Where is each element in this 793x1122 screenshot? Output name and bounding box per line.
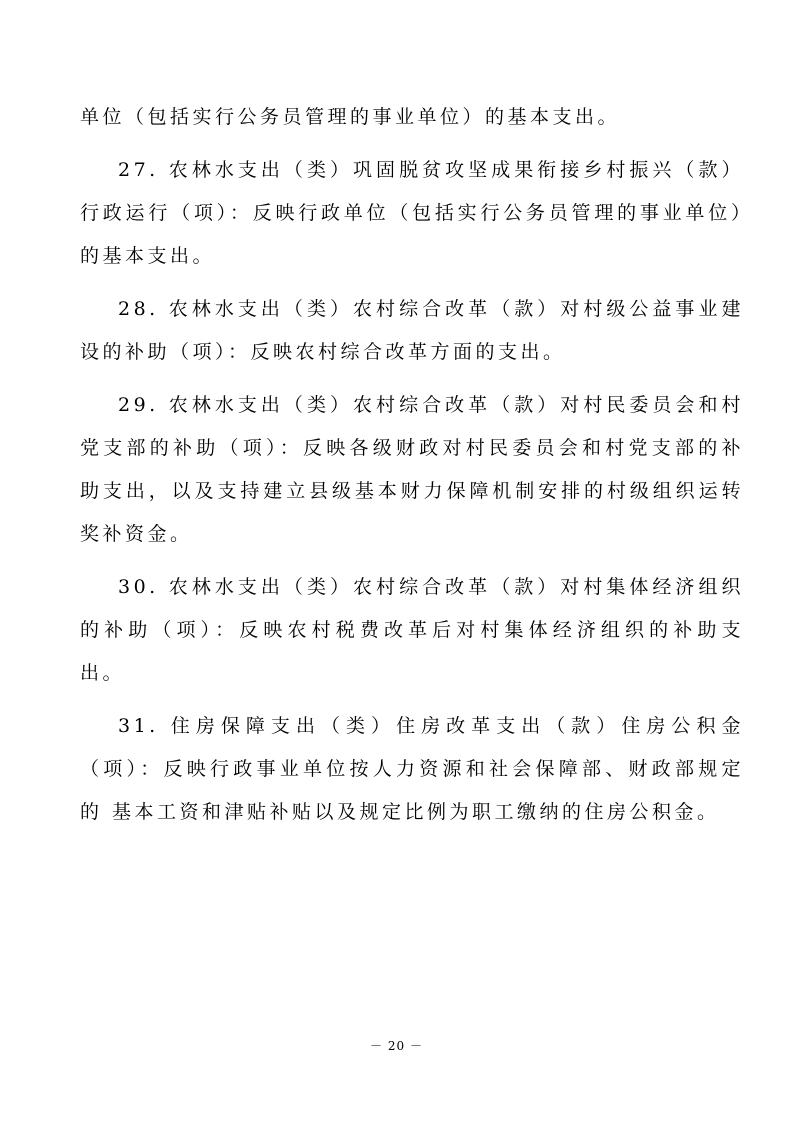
paragraph-item-28: 28. 农林水支出（类）农村综合改革（款）对村级公益事业建设的补助（项）：反映农村综合改革方面的支出。 (80, 298, 744, 363)
paragraph-item-31: 31. 住房保障支出（类）住房改革支出（款）住房公积金（项）：反映行政事业单位按人力资源和社会保障部、财政部规定的 基本工资和津贴补贴以及规定比例为职工缴纳的住房公积金。 (80, 715, 744, 823)
paragraph-item-30: 30. 农林水支出（类）农村综合改革（款）对村集体经济组织的补助（项）：反映农村税费改革后对村集体经济组织的补助支出。 (80, 576, 744, 684)
document-body (80, 96, 744, 844)
paragraph-continuation: 单位（包括实行公务员管理的事业单位）的基本支出。 (80, 106, 621, 128)
paragraph-item-27: 27. 农林水支出（类）巩固脱贫攻坚成果衔接乡村振兴（款）行政运行（项）：反映行政单位（包括实行公务员管理的事业单位）的基本支出。 (80, 159, 744, 267)
page-number: － 20 － (370, 1039, 423, 1053)
paragraph-item-29: 29. 农林水支出（类）农村综合改革（款）对村民委员会和村党支部的补助（项）：反映各级财政对村民委员会和村党支部的补助支出，以及支持建立县级基本财力保障机制安排的村级组织运转奖补资金。 (80, 394, 744, 545)
